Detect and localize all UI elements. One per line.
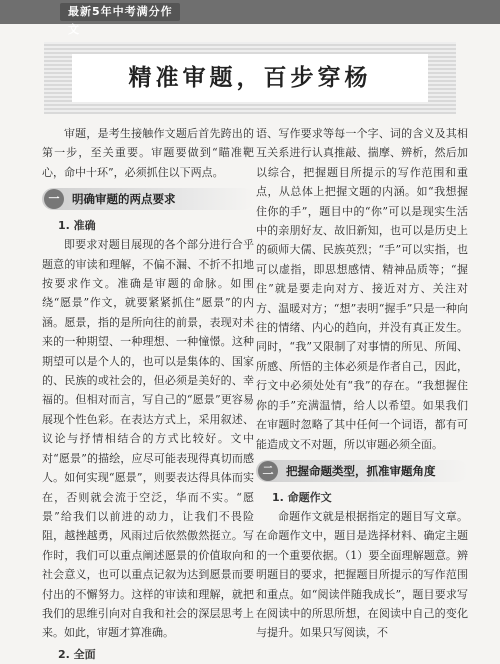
body-paragraph-proposition: 命题作文就是根据指定的题目写文章。在命题作文中，题目是选择材料、确定主题的一个重要依据。（1）要全面理解题意。辨明题目的要求，把握题目所提示的写作范围和重点。如“阅读伴随我成长”，题目要求写在阅读中的所思所想，在阅读中自己的变化与提升。如果只写阅读，不: [256, 509, 468, 640]
right-column: [256, 124, 468, 640]
subheading-proposition: 1. 命题作文: [272, 490, 332, 504]
section-heading-2: [256, 460, 468, 482]
article-title: 精准审题，百步穿杨: [72, 54, 428, 102]
section-heading-2-text: 把握命题类型，抓准审题角度: [286, 463, 436, 478]
left-column: [42, 124, 254, 661]
body-paragraph-accurate: 即要求对题目展现的各个部分进行合乎题意的审读和理解，不偏不漏、不折不扣地按要求作文。准确是审题的命脉。如围绕“愿景”作文，就要紧紧抓住“愿景”的内涵。愿景，指的是所向往的前景，表现对未来的一种期望、一种理想、一种憧憬。这种期望可以是个人的，也可以是集体的、国家的、民族的或社会的，但必须是美好的、幸福的。但相对而言，写自己的“愿景”更容易展现个性色彩。在表达方式上，采用叙述、议论与抒情相结合的方式比较好。文中对“愿景”的描绘，应尽可能表现得真切而感人。如何实现“愿景”，则要表达得具体而实在，否则就会流于空泛，华而不实。“愿景”给我们以前进的动力，让我们不畏险阻，越挫越勇，风雨过后依然傲然挺立。写作时，我们可以重点阐述愿景的价值取向和社会意义，也可以重点记叙为达到愿景而要付出的不懈努力。这样的审读和理解，就把我们的思维引向对自我和社会的深层思考上来。如此，审题才算准确。: [42, 238, 254, 640]
intro-paragraph: 审题，是考生接触作文题后首先跨出的第一步，至关重要。审题要做到“瞄准靶心，命中十环”，必须抓住以下两点。: [42, 127, 254, 179]
series-label: 最新5年中考满分作文: [60, 3, 180, 21]
section-heading-1-text: 明确审题的两点要求: [72, 192, 176, 207]
title-banner: [44, 42, 456, 114]
section-heading-1: [42, 188, 254, 210]
section-number-2: 二: [258, 461, 278, 481]
body-paragraph-continued: 语、写作要求等每一个字、词的含义及其相互关系进行认真推敲、揣摩、辨析，然后加以综合，把握题目所提示的写作范围和重点，从总体上把握文题的内涵。如“我想握住你的手”，题目中的“你”可以是现实生活中的亲朋好友、故旧新知，也可以是历史上的硕师大儒、民族英烈；“手”可以实指，也可以虚指，即思想感情、精神品质等；“握住”就是要走向对方、接近对方、关注对方、温暖对方；“想”表明“握手”只是一种向往的情绪、内心的趋向，并没有真正发生。同时，“我”又限制了对事情的所见、所闻、所感、所悟的主体必须是作者自己，因此，行文中必须处处有“我”的存在。“我想握住你的手”充满温情，给人以希望。如果我们在审题时忽略了其中任何一个词语，都有可能造成文不对题，所以审题必须全面。: [256, 127, 468, 451]
header-bar: [0, 0, 500, 36]
subheading-accurate: 1. 准确: [58, 219, 96, 233]
subheading-comprehensive: 2. 全面: [58, 647, 96, 661]
section-number-1: 一: [44, 189, 64, 209]
